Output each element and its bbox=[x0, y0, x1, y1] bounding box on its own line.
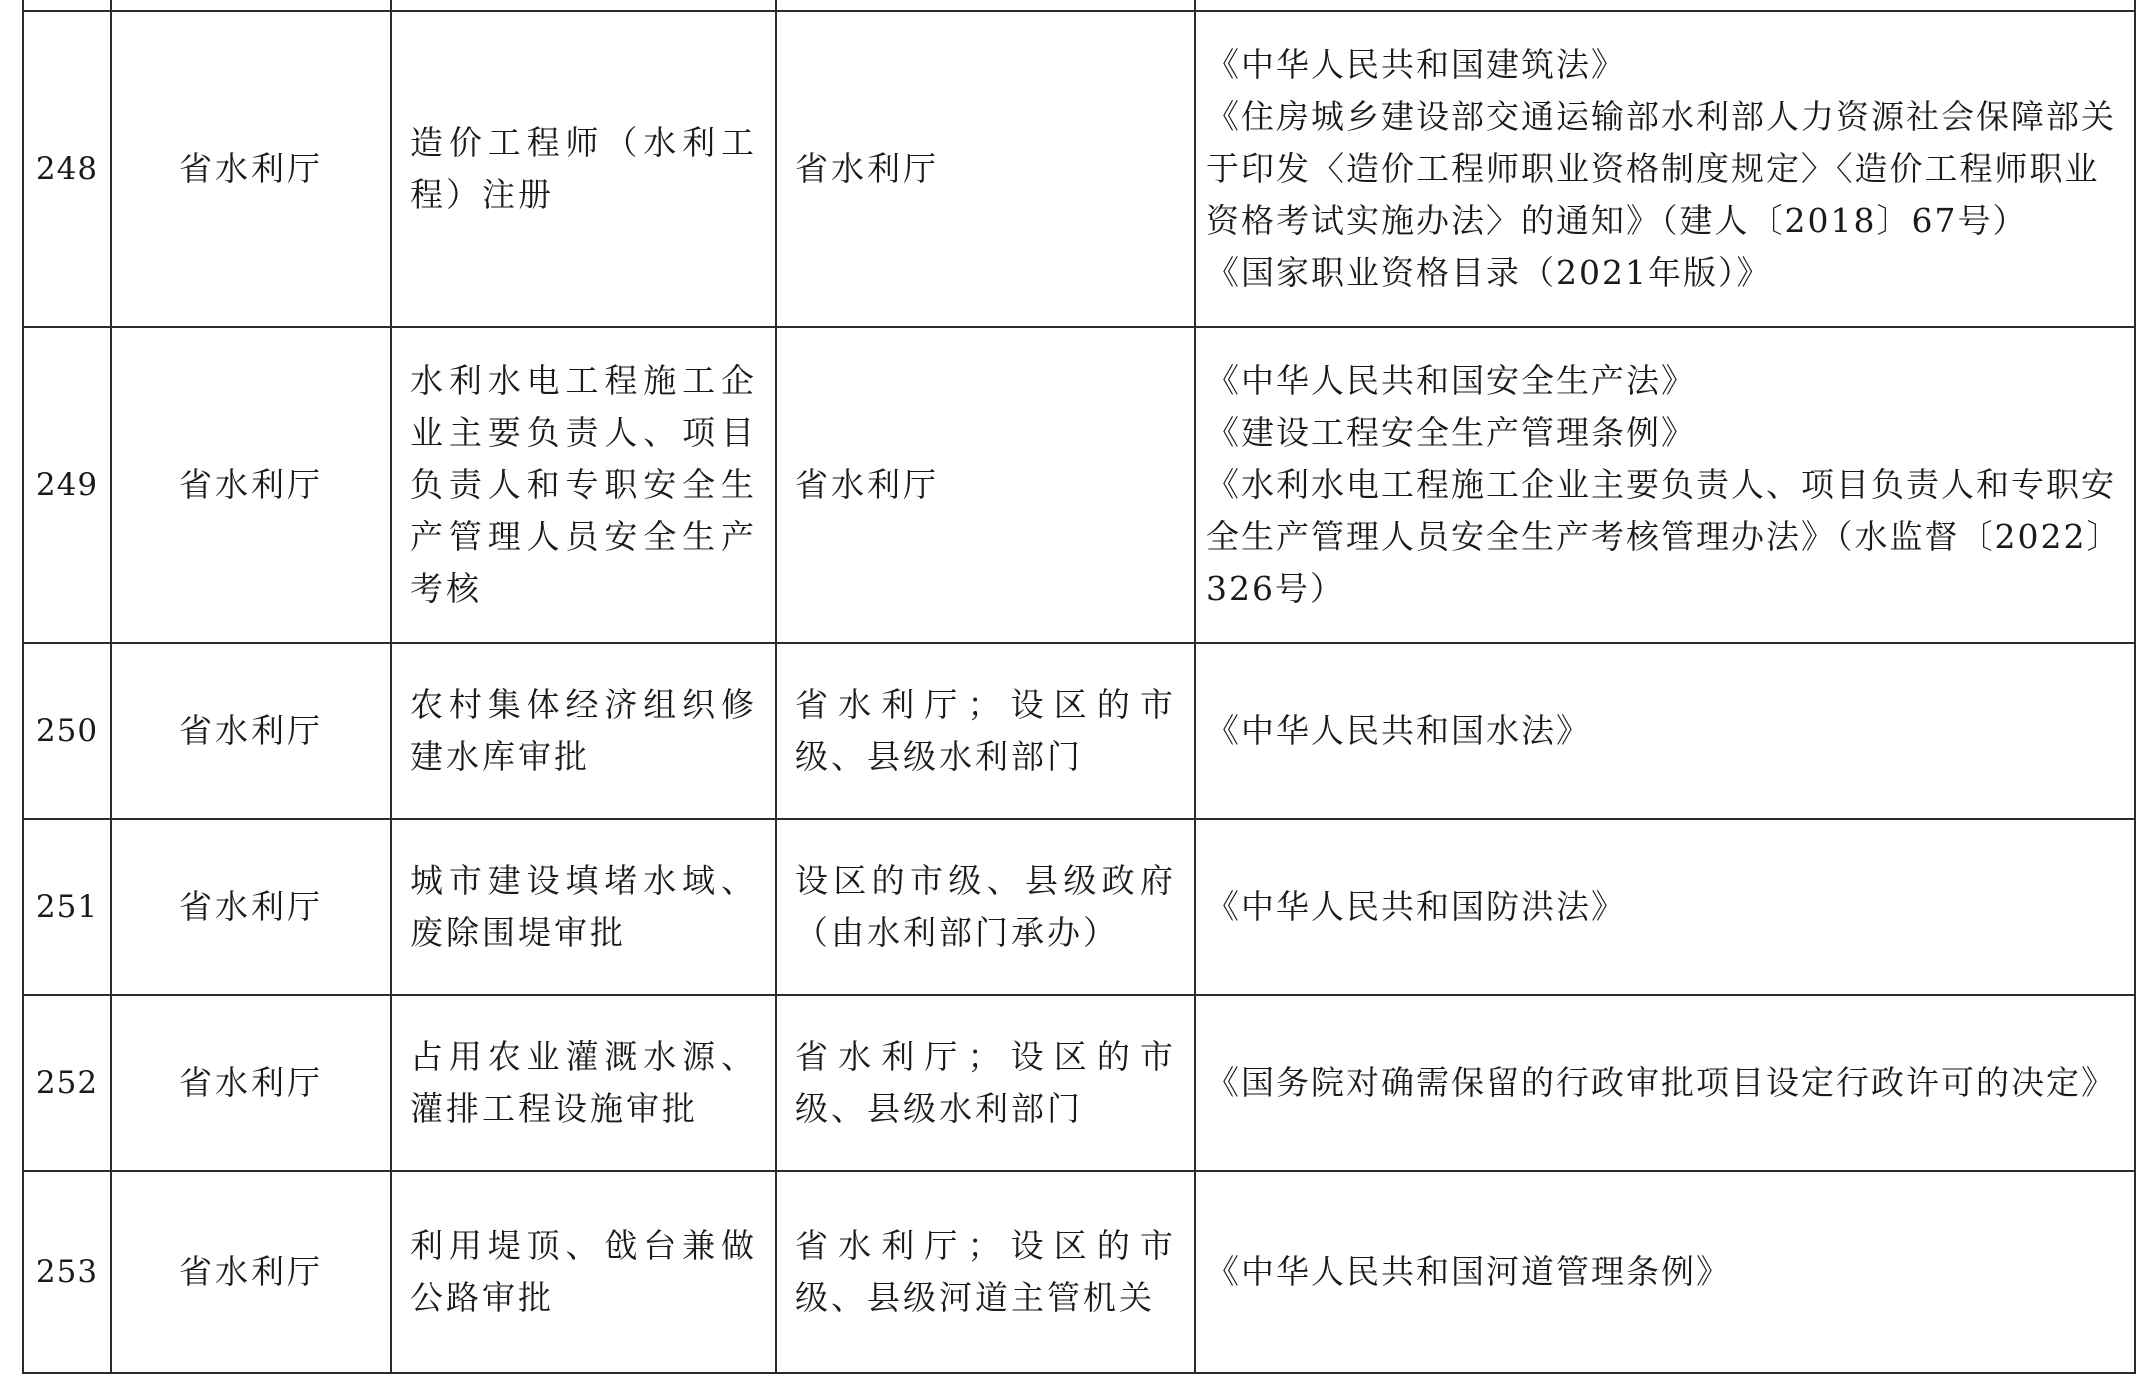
approval-items-table bbox=[22, 0, 2136, 1374]
row-number: 253 bbox=[23, 1171, 111, 1373]
row-number: 248 bbox=[23, 11, 111, 327]
legal-basis bbox=[1195, 327, 2135, 643]
legal-basis-line: 《水利水电工程施工企业主要负责人、项目负责人和专职安全生产管理人员安全生产考核管理办法》（水监督〔2022〕326号） bbox=[1206, 465, 2116, 608]
table-cell bbox=[391, 0, 776, 11]
table-row bbox=[23, 1171, 2135, 1373]
legal-basis-line: 《国家职业资格目录（2021年版）》 bbox=[1206, 253, 1772, 292]
legal-basis bbox=[1195, 819, 2135, 995]
legal-basis-line: 《中华人民共和国防洪法》 bbox=[1206, 887, 1626, 926]
row-number: 251 bbox=[23, 819, 111, 995]
legal-basis bbox=[1195, 643, 2135, 819]
department: 省水利厅 bbox=[111, 995, 391, 1171]
department: 省水利厅 bbox=[111, 643, 391, 819]
table-row bbox=[23, 819, 2135, 995]
department: 省水利厅 bbox=[111, 327, 391, 643]
legal-basis-line: 《住房城乡建设部交通运输部水利部人力资源社会保障部关于印发〈造价工程师职业资格制度规定〉〈造价工程师职业资格考试实施办法〉的通知》（建人〔2018〕67号） bbox=[1206, 97, 2116, 240]
table-row bbox=[23, 327, 2135, 643]
implementing-agency: 省水利厅；设区的市级、县级水利部门 bbox=[776, 643, 1195, 819]
implementing-agency: 省水利厅；设区的市级、县级水利部门 bbox=[776, 995, 1195, 1171]
table-cell bbox=[23, 0, 111, 11]
row-number: 249 bbox=[23, 327, 111, 643]
approval-item: 水利水电工程施工企业主要负责人、项目负责人和专职安全生产管理人员安全生产考核 bbox=[391, 327, 776, 643]
department: 省水利厅 bbox=[111, 1171, 391, 1373]
table-row-continued bbox=[23, 0, 2135, 11]
legal-basis-line: 《中华人民共和国水法》 bbox=[1206, 711, 1591, 750]
table-cell bbox=[1195, 0, 2135, 11]
approval-item: 利用堤顶、戗台兼做公路审批 bbox=[391, 1171, 776, 1373]
table-row bbox=[23, 11, 2135, 327]
row-number: 252 bbox=[23, 995, 111, 1171]
table-row bbox=[23, 643, 2135, 819]
row-number: 250 bbox=[23, 643, 111, 819]
department: 省水利厅 bbox=[111, 11, 391, 327]
approval-item: 占用农业灌溉水源、灌排工程设施审批 bbox=[391, 995, 776, 1171]
legal-basis-line: 《中华人民共和国河道管理条例》 bbox=[1206, 1252, 1731, 1291]
implementing-agency: 省水利厅 bbox=[776, 11, 1195, 327]
table-cell bbox=[111, 0, 391, 11]
legal-basis bbox=[1195, 1171, 2135, 1373]
implementing-agency: 省水利厅 bbox=[776, 327, 1195, 643]
department: 省水利厅 bbox=[111, 819, 391, 995]
legal-basis-line: 《国务院对确需保留的行政审批项目设定行政许可的决定》 bbox=[1206, 1063, 2116, 1102]
legal-basis bbox=[1195, 995, 2135, 1171]
implementing-agency: 设区的市级、县级政府（由水利部门承办） bbox=[776, 819, 1195, 995]
table-cell bbox=[776, 0, 1195, 11]
approval-item: 城市建设填堵水域、废除围堤审批 bbox=[391, 819, 776, 995]
legal-basis-line: 《建设工程安全生产管理条例》 bbox=[1206, 413, 1696, 452]
approval-item: 造价工程师（水利工程）注册 bbox=[391, 11, 776, 327]
approval-item: 农村集体经济组织修建水库审批 bbox=[391, 643, 776, 819]
table-row bbox=[23, 995, 2135, 1171]
legal-basis-line: 《中华人民共和国建筑法》 bbox=[1206, 45, 1626, 84]
legal-basis bbox=[1195, 11, 2135, 327]
implementing-agency: 省水利厅；设区的市级、县级河道主管机关 bbox=[776, 1171, 1195, 1373]
legal-basis-line: 《中华人民共和国安全生产法》 bbox=[1206, 361, 1696, 400]
